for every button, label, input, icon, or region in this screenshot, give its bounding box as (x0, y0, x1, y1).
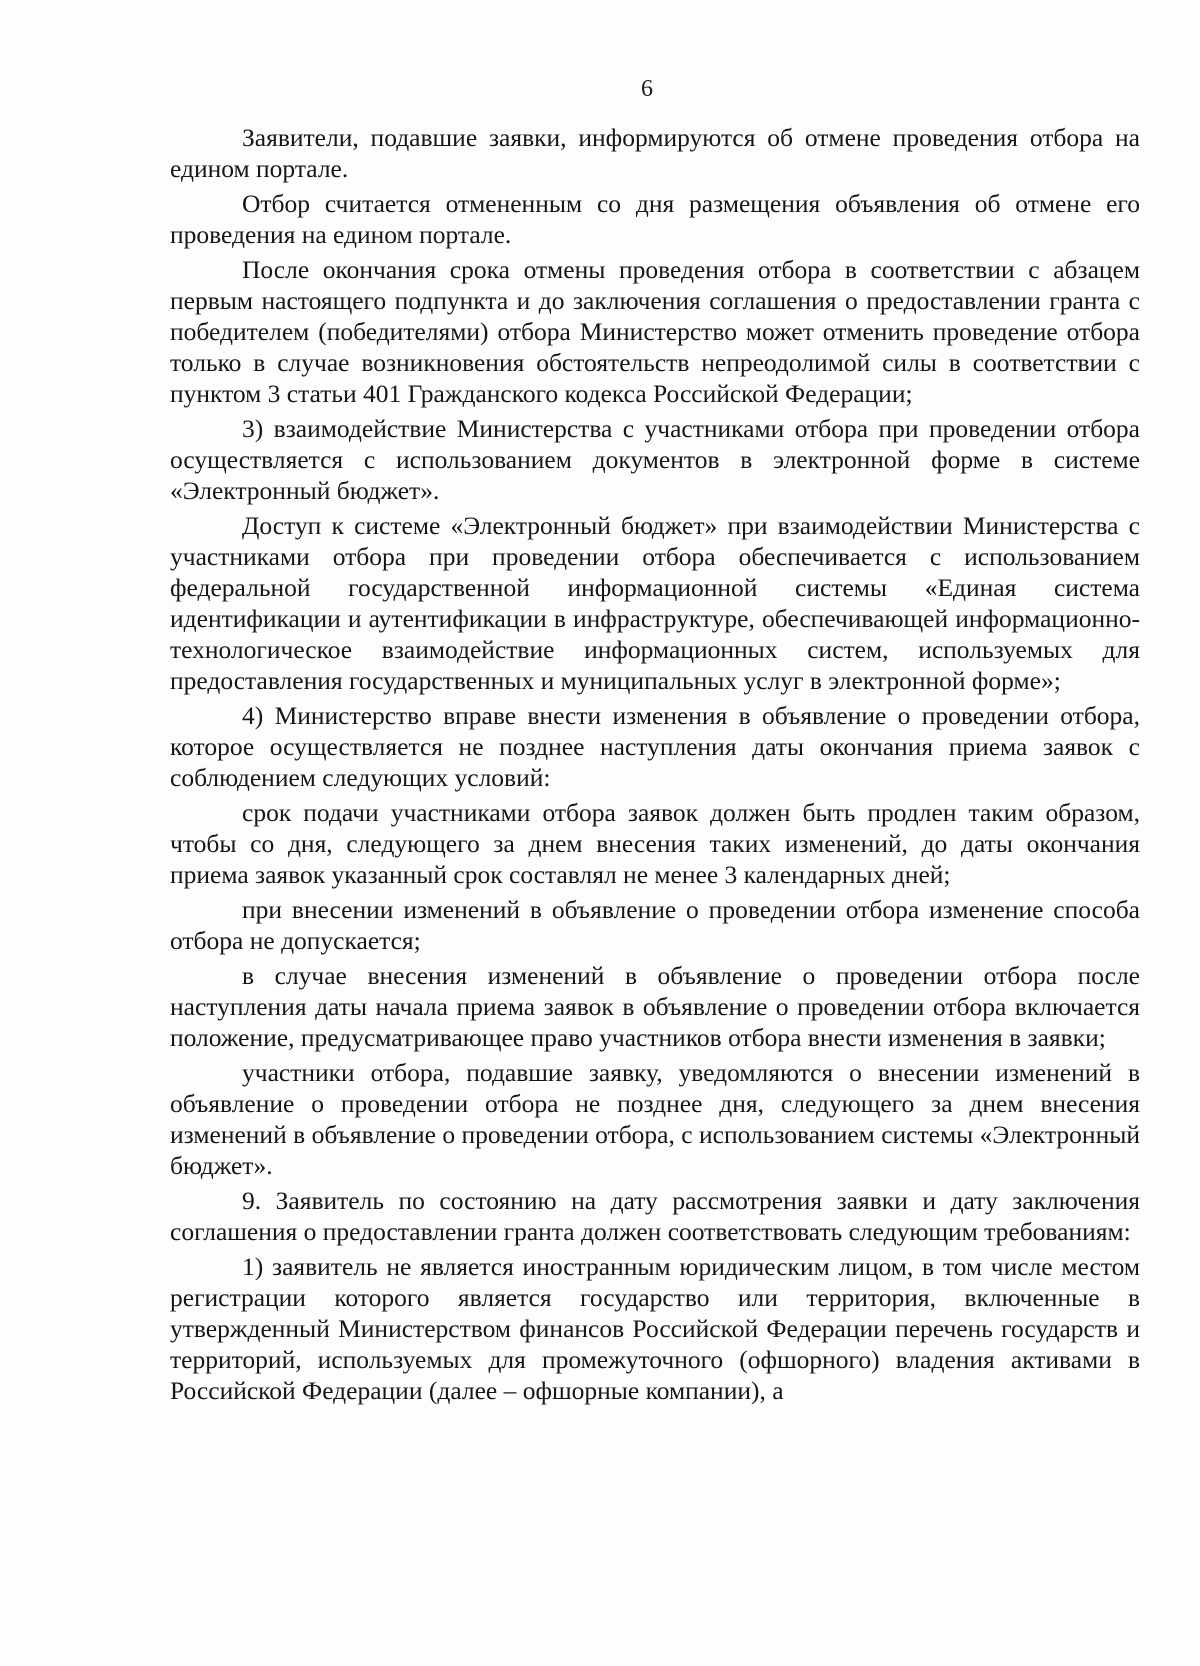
paragraph: при внесении изменений в объявление о проведении отбора изменение способа отбора не допускается; (170, 895, 1140, 955)
paragraph: 9. Заявитель по состоянию на дату рассмотрения заявки и дату заключения соглашения о предоставлении гранта должен соответствовать следующим требованиям: (170, 1186, 1140, 1246)
document-body (170, 122, 1140, 1406)
paragraph: Отбор считается отмененным со дня размещения объявления об отмене его проведения на едином портале. (170, 189, 1140, 249)
paragraph: в случае внесения изменений в объявление о проведении отбора после наступления даты начала приема заявок в объявление о проведении отбора включается положение, предусматривающее право участников отбора внести изменения в заявки; (170, 961, 1140, 1052)
paragraph: 3) взаимодействие Министерства с участниками отбора при проведении отбора осуществляется с использованием документов в электронной форме в системе «Электронный бюджет». (170, 414, 1140, 505)
paragraph: 1) заявитель не является иностранным юридическим лицом, в том числе местом регистрации которого является государство или территория, включенные в утвержденный Министерством финансов Российской Федерации перечень государств и территорий, используемых для промежуточного (офшорного) владения активами в Российской Федерации (далее – офшорные компании), а (170, 1252, 1140, 1405)
paragraph: участники отбора, подавшие заявку, уведомляются о внесении изменений в объявление о проведении отбора не позднее дня, следующего за днем внесения изменений в объявление о проведении отбора, с использованием системы «Электронный бюджет». (170, 1058, 1140, 1180)
page-number: 6 (641, 76, 653, 102)
paragraph: После окончания срока отмены проведения отбора в соответствии с абзацем первым настоящего подпункта и до заключения соглашения о предоставлении гранта с победителем (победителями) отбора Министерство может отменить проведение отбора только в случае возникновения обстоятельств непреодолимой силы в соответствии с пунктом 3 статьи 401 Гражданского кодекса Российской Федерации; (170, 255, 1140, 408)
paragraph: 4) Министерство вправе внести изменения в объявление о проведении отбора, которое осуществляется не позднее наступления даты окончания приема заявок с соблюдением следующих условий: (170, 701, 1140, 792)
paragraph: Заявители, подавшие заявки, информируются об отмене проведения отбора на едином портале. (170, 123, 1140, 183)
paragraph: срок подачи участниками отбора заявок должен быть продлен таким образом, чтобы со дня, следующего за днем внесения таких изменений, до даты окончания приема заявок указанный срок составлял не менее 3 календарных дней; (170, 798, 1140, 889)
paragraph: Доступ к системе «Электронный бюджет» при взаимодействии Министерства с участниками отбора при проведении отбора обеспечивается с использованием федеральной государственной информационной системы «Единая система идентификации и аутентификации в инфраструктуре, обеспечивающей информационно-технологическое взаимодействие информационных систем, используемых для предоставления государственных и муниципальных услуг в электронной форме»; (170, 511, 1140, 695)
